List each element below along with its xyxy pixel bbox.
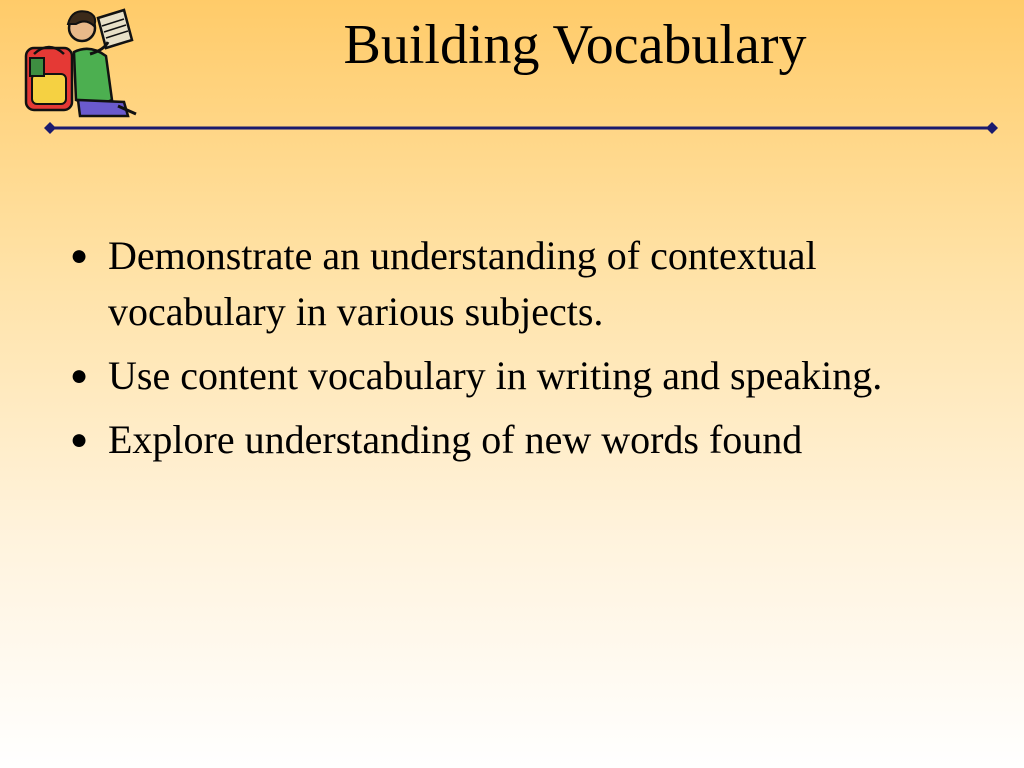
student-reading-book-icon xyxy=(20,4,140,120)
title-divider xyxy=(42,118,1000,138)
bullet-item xyxy=(68,228,988,340)
bullet-dot: ● xyxy=(70,359,89,392)
bullet-dot: ● xyxy=(70,239,89,272)
bullet-item xyxy=(68,348,988,404)
bullet-item xyxy=(68,412,988,468)
bullet-text: Explore understanding of new words found xyxy=(108,417,803,462)
slide-title: Building Vocabulary xyxy=(343,14,807,76)
bullet-text: Demonstrate an understanding of contextual vocabulary in various subjects. xyxy=(108,233,817,334)
bullet-text: Use content vocabulary in writing and speaking. xyxy=(108,353,883,398)
bullet-list xyxy=(68,228,988,476)
bullet-dot: ● xyxy=(70,423,89,456)
